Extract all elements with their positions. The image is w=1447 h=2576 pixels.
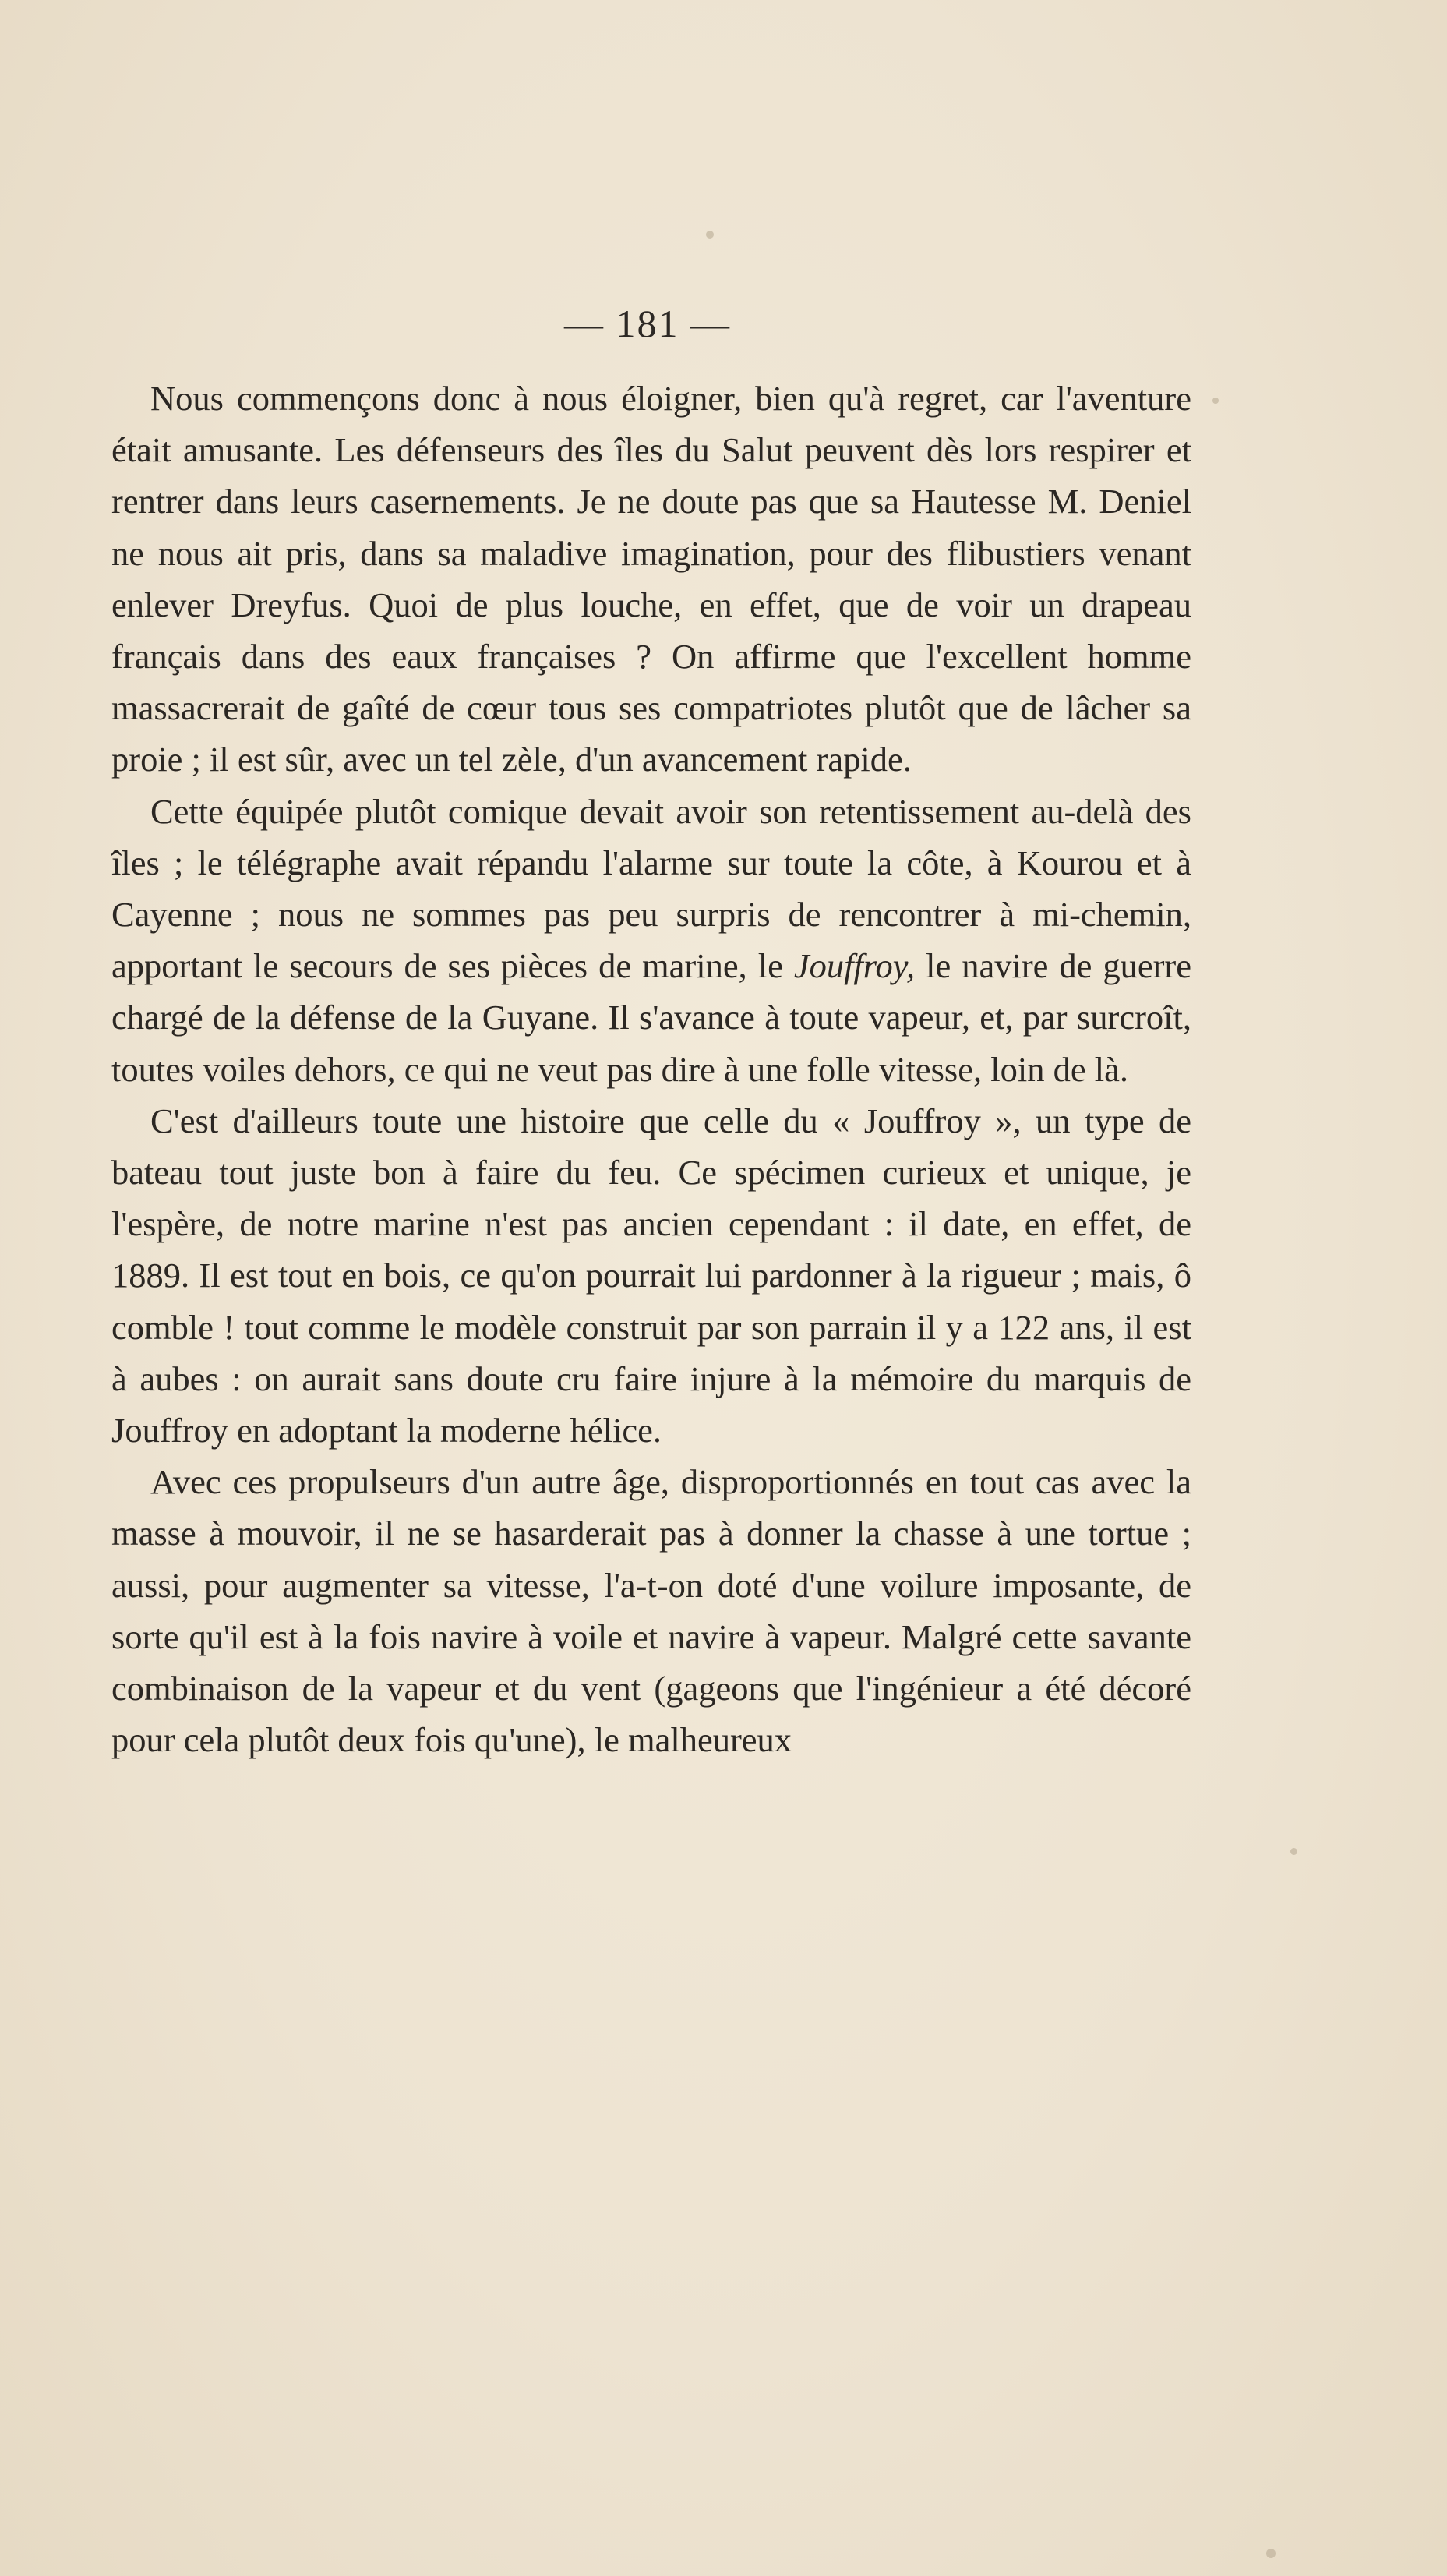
paragraph-1 bbox=[111, 373, 1191, 786]
paragraph-2-text-end: le navire de guerre chargé de la défense de la Guyane. Il s'avance à toute vapeur, et, par surcroît, toutes voiles dehors, ce qui ne veut pas dire à une folle vitesse, loin de là. bbox=[111, 946, 1191, 1089]
body-text bbox=[111, 373, 1191, 1765]
paper-speck bbox=[1290, 1848, 1297, 1855]
page-number: — 181 — bbox=[564, 302, 731, 345]
paragraph-3-text: C'est d'ailleurs toute une histoire que celle du « Jouffroy », un type de bateau tout juste bon à faire du feu. Ce spécimen curieux et unique, je l'espère, de notre marine n'est pas ancien cependant : il date, en effet, de 1889. Il est tout en bois, ce qu'on pourrait lui pardonner à la rigueur ; mais, ô comble ! tout comme le modèle construit par son parrain il y a 122 ans, il est à aubes : on aurait sans doute cru faire injure à la mémoire du marquis de Jouffroy en adoptant la moderne hélice. bbox=[111, 1101, 1191, 1451]
paragraph-2-text-start: Cette équipée plutôt comique devait avoir son retentissement au-delà des îles ; le télégraphe avait répandu l'alarme sur toute la côte, à Kourou et à Cayenne ; nous ne sommes pas peu surpris de rencontrer à mi-chemin, apportant le secours de ses pièces de marine, le bbox=[111, 791, 1191, 986]
paper-speck bbox=[1212, 398, 1219, 404]
paragraph-2 bbox=[111, 786, 1191, 1095]
ship-name-italic: Jouffroy, bbox=[793, 946, 916, 986]
paragraph-3 bbox=[111, 1095, 1191, 1456]
paper-speck bbox=[706, 231, 714, 239]
paragraph-1-text: Nous commençons donc à nous éloigner, bien qu'à regret, car l'aventure était amusante. Les défenseurs des îles du Salut peuvent dès lors respirer et rentrer dans leurs casernements. Je ne doute pas que sa Hautesse M. Deniel ne nous ait pris, dans sa maladive imagination, pour des flibustiers venant enlever Dreyfus. Quoi de plus louche, en effet, que de voir un drapeau français dans des eaux françaises ? On affirme que l'excellent homme massacrerait de gaîté de cœur tous ses compatriotes plutôt que de lâcher sa proie ; il est sûr, avec un tel zèle, d'un avancement rapide. bbox=[111, 379, 1191, 779]
paragraph-4-text: Avec ces propulseurs d'un autre âge, disproportionnés en tout cas avec la masse à mouvoir, il ne se hasarderait pas à donner la chasse à une tortue ; aussi, pour augmenter sa vitesse, l'a-t-on doté d'une voilure imposante, de sorte qu'il est à la fois navire à voile et navire à vapeur. Malgré cette savante combinaison de la vapeur et du vent (gageons que l'ingénieur a été décoré pour cela plutôt deux fois qu'une), le malheureux bbox=[111, 1462, 1191, 1760]
paper-speck bbox=[1266, 2549, 1276, 2558]
paragraph-4 bbox=[111, 1456, 1191, 1765]
